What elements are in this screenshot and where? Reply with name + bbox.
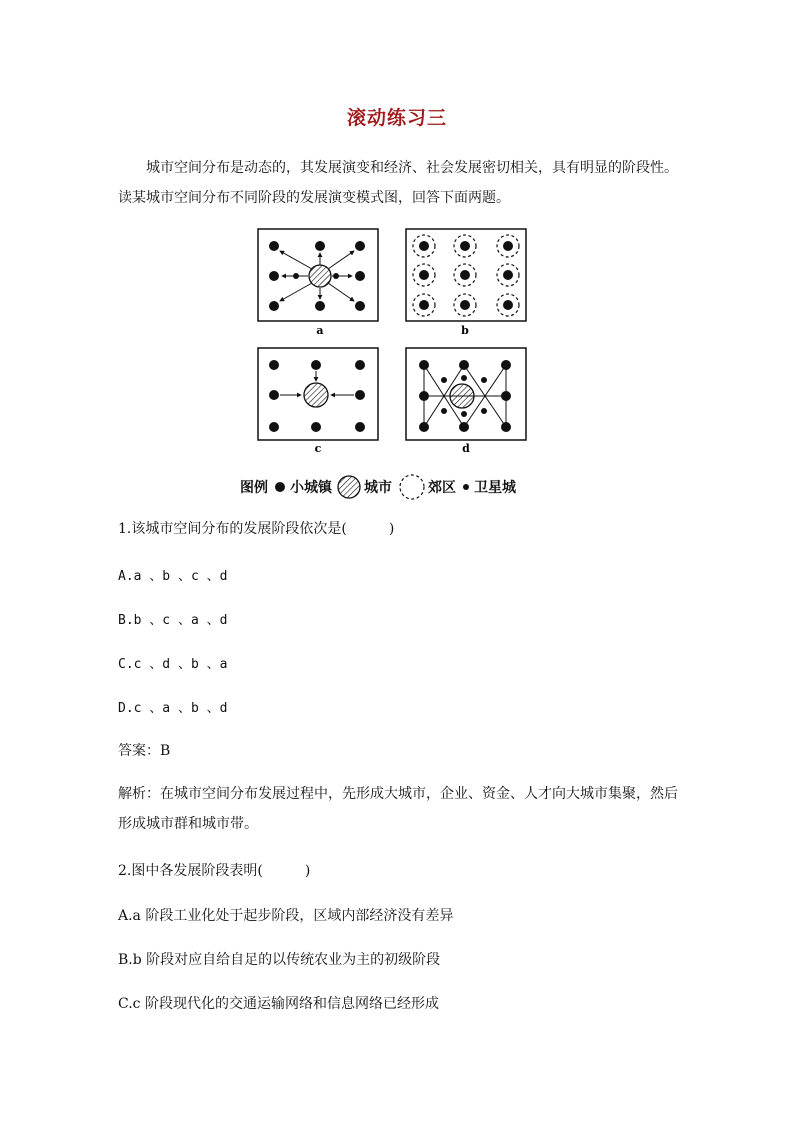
q2-option-c: C.c 阶段现代化的交通运输网络和信息网络已经形成 xyxy=(118,996,439,1012)
q1-option-a: A.a 、b 、c 、d xyxy=(118,569,228,584)
panel-a xyxy=(258,229,378,337)
satellite-dot-icon xyxy=(456,479,474,495)
legend-title: 图例 xyxy=(240,480,268,496)
q1-option-d: D.c 、a 、b 、d xyxy=(118,701,228,716)
q1-answer: 答案：B xyxy=(118,743,171,759)
legend-suburb-label: 郊区 xyxy=(428,480,456,496)
q1-option-b: B.b 、c 、a 、d xyxy=(118,613,228,628)
panel-c xyxy=(258,348,378,455)
legend-city-label: 城市 xyxy=(364,480,392,496)
q2-stem: 2.图中各发展阶段表明( ) xyxy=(118,863,311,879)
intro-line-1: 城市空间分布是动态的，其发展演变和经济、社会发展密切相关，具有明显的阶段性。 xyxy=(146,160,678,176)
panel-d xyxy=(406,348,526,455)
panel-label-a: a xyxy=(316,324,324,337)
city-hatched-circle-icon xyxy=(332,473,364,501)
panel-label-d: d xyxy=(462,442,470,455)
city-pattern-figure xyxy=(250,224,540,460)
suburb-dashed-circle-icon xyxy=(392,472,428,502)
q2-option-a: A.a 阶段工业化处于起步阶段，区域内部经济没有差异 xyxy=(118,908,454,924)
legend-satellite-label: 卫星城 xyxy=(474,480,516,496)
q2-option-b: B.b 阶段对应自给自足的以传统农业为主的初级阶段 xyxy=(118,952,441,968)
panel-label-b: b xyxy=(461,324,469,337)
q1-analysis: 解析：在城市空间分布发展过程中，先形成大城市，企业、资金、人才向大城市集聚，然后形成城市群和城市带。 xyxy=(118,786,678,832)
panel-label-c: c xyxy=(314,442,322,455)
panel-b xyxy=(406,229,526,337)
q1-stem: 1.该城市空间分布的发展阶段依次是( ) xyxy=(118,521,395,537)
figure-legend xyxy=(240,472,516,502)
town-dot-icon xyxy=(268,479,290,495)
intro-line-2: 读某城市空间分布不同阶段的发展演变模式图，回答下面两题。 xyxy=(118,190,510,206)
page-title: 滚动练习三 xyxy=(346,107,447,129)
q1-option-c: C.c 、d 、b 、a xyxy=(118,657,228,672)
legend-town-label: 小城镇 xyxy=(290,480,332,496)
